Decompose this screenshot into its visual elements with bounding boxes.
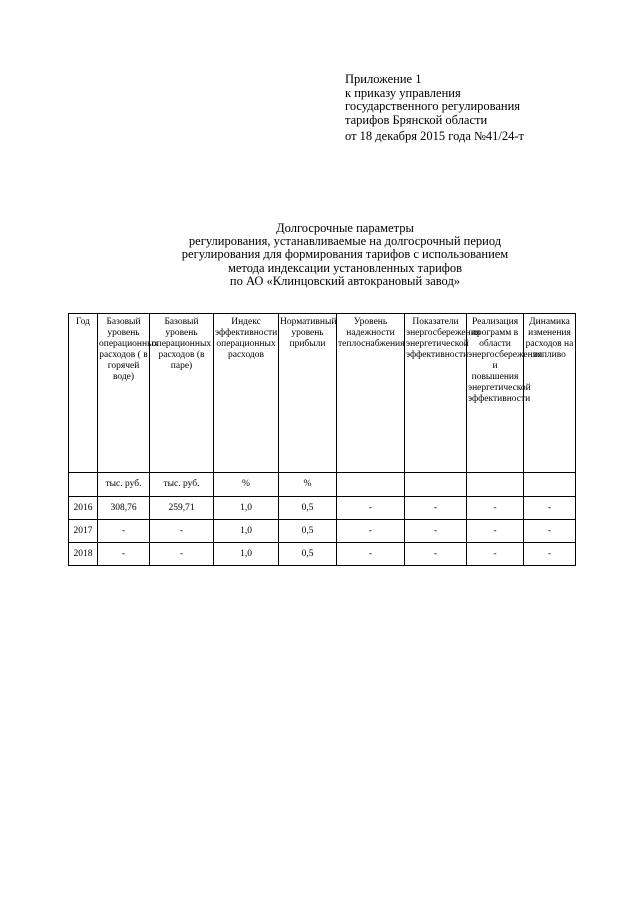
table-cell: 0,5 [279, 497, 337, 520]
table-cell: - [98, 543, 150, 566]
table-cell: - [467, 520, 524, 543]
title-line: по АО «Клинцовский автокрановый завод» [229, 273, 461, 288]
header-fuel-cost-dynamics: Динамика изменения расходов на топливо [524, 314, 576, 473]
table-row [69, 520, 576, 543]
table-row [69, 497, 576, 520]
table-cell: 1,0 [214, 543, 279, 566]
table-cell: - [405, 497, 467, 520]
table-cell: 1,0 [214, 520, 279, 543]
header-reliability-level: Уровень надежности теплоснабжения [337, 314, 405, 473]
unit-cell [467, 473, 524, 497]
document-title [120, 222, 570, 288]
table-cell: 308,76 [98, 497, 150, 520]
table-row [69, 543, 576, 566]
table-cell: - [524, 520, 576, 543]
table-cell: - [405, 543, 467, 566]
table-cell: 1,0 [214, 497, 279, 520]
unit-cell: % [214, 473, 279, 497]
title-line: регулирования для формирования тарифов с использованием [181, 247, 509, 262]
cell-year: 2017 [69, 520, 98, 543]
table-cell: - [467, 543, 524, 566]
appendix-line: Приложение 1 [345, 72, 422, 86]
header-base-opex-steam: Базовый уровень операционных расходов (в паре) [150, 314, 214, 473]
table-cell: - [150, 520, 214, 543]
appendix-line: государственного регулирования [345, 99, 521, 113]
title-line: метода индексации установленных тарифов [227, 260, 463, 275]
table-cell: - [524, 543, 576, 566]
title-line: регулирования, устанавливаемые на долгосрочный период [188, 234, 502, 249]
header-opex-efficiency-index: Индекс эффективности операционных расходов [214, 314, 279, 473]
unit-cell: % [279, 473, 337, 497]
unit-cell [405, 473, 467, 497]
unit-cell [337, 473, 405, 497]
table-cell: 0,5 [279, 543, 337, 566]
table-cell: - [337, 543, 405, 566]
table-units-row [69, 473, 576, 497]
table-cell: 0,5 [279, 520, 337, 543]
table-cell: - [337, 497, 405, 520]
appendix-line: к приказу управления [345, 85, 461, 100]
header-energy-saving-programs: Реализация программ в области энергосбережения и повышения энергетической эффективности [467, 314, 524, 473]
table-header-row [69, 314, 576, 473]
header-base-opex-hot-water: Базовый уровень операционных расходов ( в горячей воде) [98, 314, 150, 473]
title-line: Долгосрочные параметры [276, 221, 414, 235]
appendix-date: от 18 декабря 2015 года №41/24-т [345, 129, 525, 143]
table-cell: - [524, 497, 576, 520]
cell-year: 2016 [69, 497, 98, 520]
unit-cell [69, 473, 98, 497]
table-cell: - [467, 497, 524, 520]
header-year: Год [69, 314, 98, 473]
cell-year: 2018 [69, 543, 98, 566]
header-normative-profit: Нормативный уровень прибыли [279, 314, 337, 473]
unit-cell: тыс. руб. [98, 473, 150, 497]
table-cell: - [98, 520, 150, 543]
unit-cell: тыс. руб. [150, 473, 214, 497]
appendix-block [345, 73, 524, 144]
header-energy-saving-indicators: Показатели энергосбережения энергетической эффективности [405, 314, 467, 473]
table-cell: - [150, 543, 214, 566]
table-cell: 259,71 [150, 497, 214, 520]
table-cell: - [405, 520, 467, 543]
table-cell: - [337, 520, 405, 543]
unit-cell [524, 473, 576, 497]
appendix-line: тарифов Брянской области [345, 112, 488, 127]
parameters-table [68, 313, 576, 566]
